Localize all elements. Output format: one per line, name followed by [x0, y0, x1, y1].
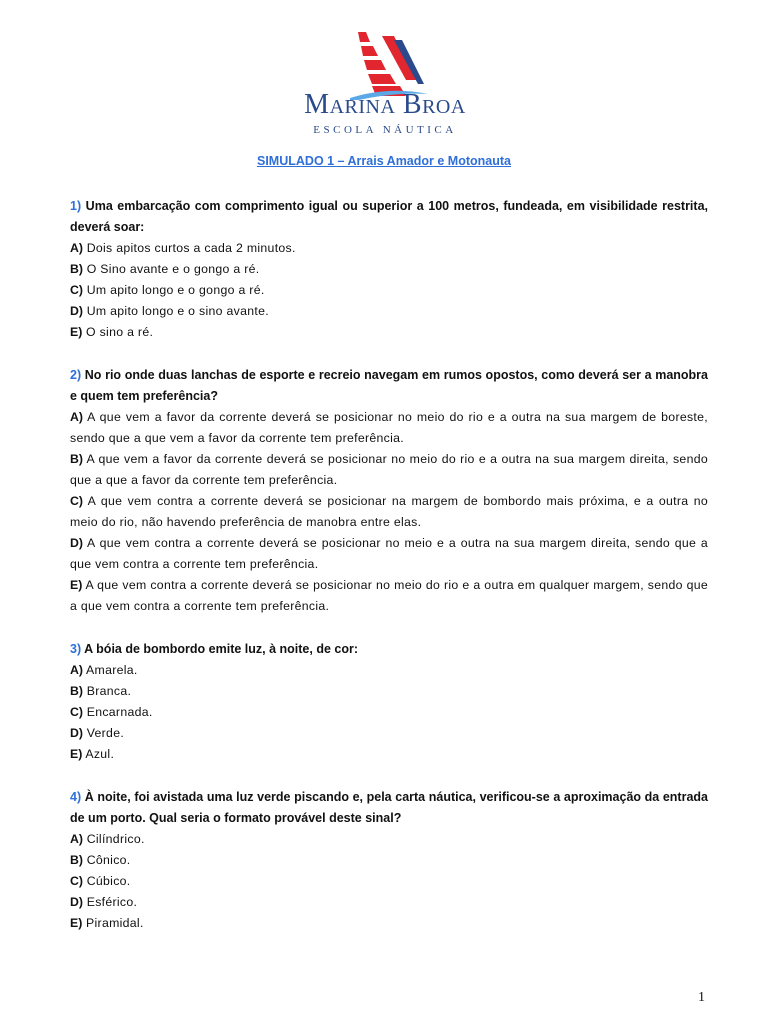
brand-subtitle: ESCOLA NÁUTICA: [313, 124, 457, 136]
option-text: A que vem a favor da corrente deverá se posicionar no meio do rio e a outra na sua margem direita, sendo que a que a favor da corrente tem preferência.: [70, 452, 708, 487]
answer-option: [70, 702, 708, 723]
answer-option: [70, 238, 708, 259]
question-text: [70, 196, 708, 238]
option-text: A que vem contra a corrente deverá se posicionar na margem de bombordo mais próxima, e a outra no meio do rio, não havendo preferência de manobra entre elas.: [70, 494, 708, 529]
question-number: 2): [70, 368, 82, 382]
question-number: 4): [70, 790, 82, 804]
option-letter: C): [70, 705, 83, 719]
option-letter: D): [70, 895, 83, 909]
answer-option: [70, 829, 708, 850]
answer-option: [70, 259, 708, 280]
answer-option: [70, 280, 708, 301]
option-text: A que vem contra a corrente deverá se posicionar no meio e a outra na sua margem direita, sendo que a que vem contra a corrente tem preferência.: [70, 536, 708, 571]
answer-option: [70, 660, 708, 681]
option-text: Branca.: [86, 684, 132, 698]
option-letter: D): [70, 726, 83, 740]
question-number: 3): [70, 642, 82, 656]
option-letter: D): [70, 536, 83, 550]
answer-option: [70, 449, 708, 491]
question-text: [70, 639, 708, 660]
option-text: O Sino avante e o gongo a ré.: [86, 262, 260, 276]
page-number: 1: [698, 990, 705, 1005]
question-statement: A bóia de bombordo emite luz, à noite, de cor:: [84, 642, 359, 656]
question-block: [70, 787, 708, 934]
answer-option: [70, 407, 708, 449]
option-letter: C): [70, 874, 83, 888]
question-block: [70, 639, 708, 765]
option-letter: B): [70, 684, 83, 698]
option-letter: B): [70, 262, 83, 276]
option-letter: D): [70, 304, 83, 318]
option-text: Azul.: [85, 747, 115, 761]
option-text: Cilíndrico.: [86, 832, 145, 846]
question-statement: Uma embarcação com comprimento igual ou superior a 100 metros, fundeada, em visibilidade restrita, deverá soar:: [70, 199, 708, 234]
answer-option: [70, 871, 708, 892]
question-text: [70, 365, 708, 407]
answer-option: [70, 491, 708, 533]
answer-option: [70, 681, 708, 702]
option-letter: B): [70, 853, 83, 867]
option-text: Cúbico.: [86, 874, 131, 888]
answer-option: [70, 913, 708, 934]
option-text: Esférico.: [86, 895, 138, 909]
marina-broa-logo: [300, 28, 470, 140]
answer-option: [70, 575, 708, 617]
option-text: Dois apitos curtos a cada 2 minutos.: [86, 241, 296, 255]
option-letter: A): [70, 410, 83, 424]
option-text: O sino a ré.: [86, 325, 154, 339]
question-list: [70, 196, 708, 956]
answer-option: [70, 322, 708, 343]
question-number: 1): [70, 199, 82, 213]
option-letter: E): [70, 578, 83, 592]
option-letter: C): [70, 283, 83, 297]
answer-option: [70, 301, 708, 322]
option-text: A que vem a favor da corrente deverá se posicionar no meio do rio e a outra na sua margem de boreste, sendo que a que vem a favor da corrente tem preferência.: [70, 410, 708, 445]
option-letter: E): [70, 747, 83, 761]
option-letter: E): [70, 325, 83, 339]
option-text: Um apito longo e o sino avante.: [86, 304, 269, 318]
answer-option: [70, 850, 708, 871]
option-letter: B): [70, 452, 83, 466]
option-text: Verde.: [86, 726, 125, 740]
option-letter: A): [70, 241, 83, 255]
option-text: Amarela.: [86, 663, 138, 677]
question-statement: À noite, foi avistada uma luz verde piscando e, pela carta náutica, verificou-se a aproximação da entrada de um porto. Qual seria o formato provável deste sinal?: [70, 790, 709, 825]
question-block: [70, 365, 708, 617]
answer-option: [70, 744, 708, 765]
option-text: Piramidal.: [86, 916, 144, 930]
answer-option: [70, 533, 708, 575]
option-letter: A): [70, 832, 83, 846]
option-letter: A): [70, 663, 83, 677]
option-text: Cônico.: [86, 853, 131, 867]
question-statement: No rio onde duas lanchas de esporte e recreio navegam em rumos opostos, como deverá ser a manobra e quem tem preferência?: [70, 368, 709, 403]
question-block: [70, 196, 708, 343]
option-text: Um apito longo e o gongo a ré.: [86, 283, 265, 297]
document-title: SIMULADO 1 – Arrais Amador e Motonauta: [257, 154, 511, 168]
option-text: Encarnada.: [86, 705, 153, 719]
brand-name: Marina Broa: [304, 89, 466, 120]
answer-option: [70, 892, 708, 913]
answer-option: [70, 723, 708, 744]
option-letter: C): [70, 494, 83, 508]
question-text: [70, 787, 708, 829]
option-letter: E): [70, 916, 83, 930]
option-text: A que vem contra a corrente deverá se posicionar no meio do rio e a outra em qualquer margem, sendo que a que vem contra a corrente tem preferência.: [70, 578, 709, 613]
